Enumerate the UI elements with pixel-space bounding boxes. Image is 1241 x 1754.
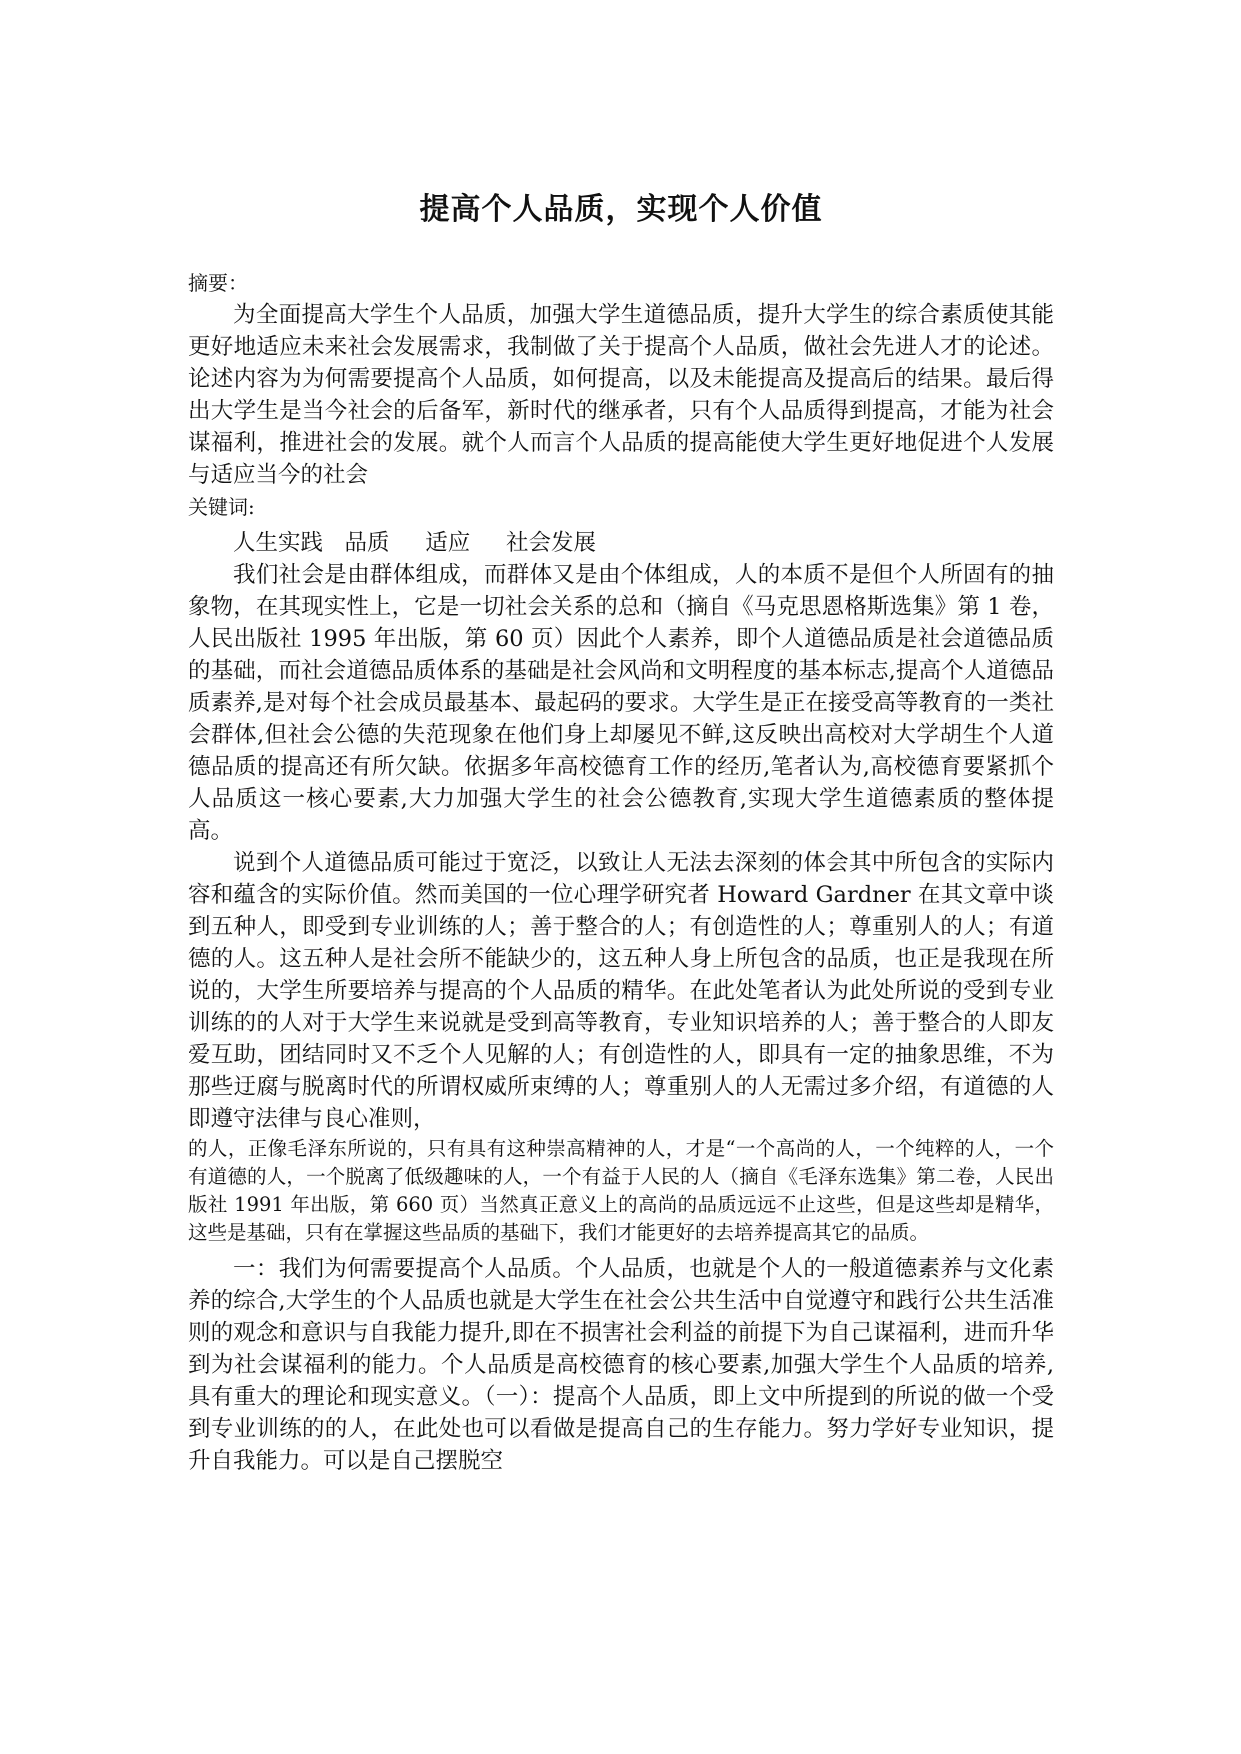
document-body	[188, 267, 1054, 1477]
body-paragraph-1: 我们社会是由群体组成，而群体又是由个体组成，人的本质不是但个人所固有的抽象物，在其现实性上，它是一切社会关系的总和（摘自《马克思恩格斯选集》第 1 卷，人民出版社 1995 年出版，第 60 页）因此个人素养，即个人道德品质是社会道德品质的基础，而社会道德品质体系的基础是社会风尚和文明程度的基本标志,提高个人道德品质素养,是对每个社会成员最基本、最起码的要求。大学生是正在接受高等教育的一类社会群体,但社会公德的失范现象在他们身上却屡见不鲜,这反映出高校对大学胡生个人道德品质的提高还有所欠缺。依据多年高校德育工作的经历,笔者认为,高校德育要紧抓个人品质这一核心要素,大力加强大学生的社会公德教育,实现大学生道德素质的整体提高。	[188, 562, 1054, 844]
keywords-line: 人生实践 品质 适应 社会发展	[233, 530, 596, 556]
abstract-label: 摘要：	[188, 271, 248, 295]
body-paragraph-3: 的人，正像毛泽东所说的，只有具有这种崇高精神的人，才是“一个高尚的人，一个纯粹的人，一个有道德的人，一个脱离了低级趣味的人，一个有益于人民的人（摘自《毛泽东选集》第二卷，人民出版社 1991 年出版，第 660 页）当然真正意义上的高尚的品质远远不止这些，但是这些却是精华，这些是基础，只有在掌握这些品质的基础下，我们才能更好的去培养提高其它的品质。	[188, 1137, 1054, 1244]
document-title: 提高个人品质，实现个人价值	[419, 192, 823, 227]
body-paragraph-4: 一：我们为何需要提高个人品质。个人品质，也就是个人的一般道德素养与文化素养的综合,大学生的个人品质也就是大学生在社会公共生活中自觉遵守和践行公共生活准则的观念和意识与自我能力提升,即在不损害社会利益的前提下为自己谋福利，进而升华到为社会谋福利的能力。个人品质是高校德育的核心要素,加强大学生个人品质的培养,具有重大的理论和现实意义。（一）：提高个人品质，即上文中所提到的所说的做一个受到专业训练的的人，在此处也可以看做是提高自己的生存能力。努力学好专业知识，提升自我能力。可以是自己摆脱空	[188, 1256, 1054, 1474]
keywords-label: 关键词:	[188, 495, 255, 519]
body-paragraph-2: 说到个人道德品质可能过于宽泛，以致让人无法去深刻的体会其中所包含的实际内容和蕴含的实际价值。然而美国的一位心理学研究者 Howard Gardner 在其文章中谈到五种人，即受到专业训练的人；善于整合的人；有创造性的人；尊重别人的人；有道德的人。这五种人是社会所不能缺少的，这五种人身上所包含的品质，也正是我现在所说的，大学生所要培养与提高的个人品质的精华。在此处笔者认为此处所说的受到专业训练的的人对于大学生来说就是受到高等教育，专业知识培养的人；善于整合的人即友爱互助，团结同时又不乏个人见解的人；有创造性的人，即具有一定的抽象思维，不为那些迂腐与脱离时代的所谓权威所束缚的人；尊重别人的人无需过多介绍，有道德的人即遵守法律与良心准则，	[188, 850, 1054, 1132]
document-page	[188, 0, 1054, 1754]
abstract-paragraph: 为全面提高大学生个人品质，加强大学生道德品质，提升大学生的综合素质使其能更好地适应未来社会发展需求，我制做了关于提高个人品质，做社会先进人才的论述。论述内容为为何需要提高个人品质，如何提高，以及未能提高及提高后的结果。最后得出大学生是当今社会的后备军，新时代的继承者，只有个人品质得到提高，才能为社会谋福利，推进社会的发展。就个人而言个人品质的提高能使大学生更好地促进个人发展与适应当今的社会	[188, 302, 1054, 488]
